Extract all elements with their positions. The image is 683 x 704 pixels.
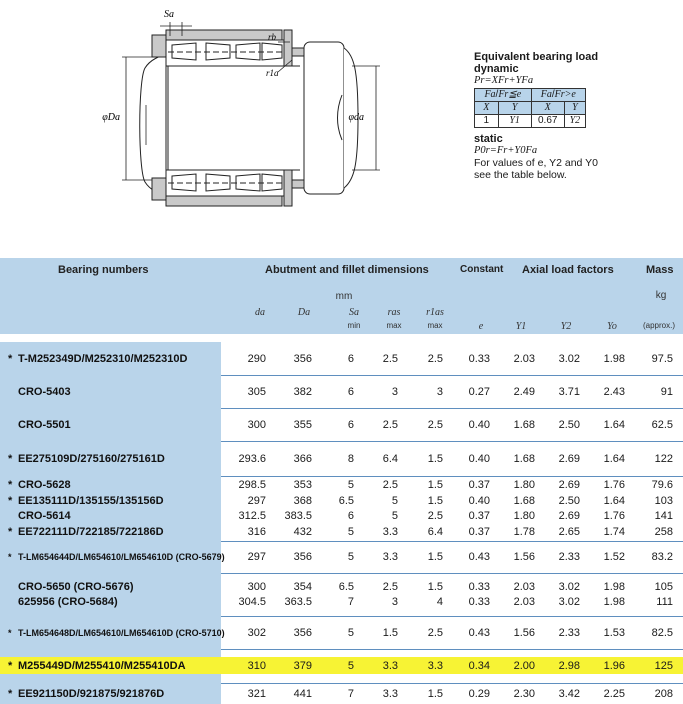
bearing-number-text: EE275109D/275160/275161D	[18, 452, 165, 465]
table-cell: 2.69	[558, 452, 580, 465]
table-cell: 2.30	[513, 687, 535, 700]
table-cell: 0.34	[468, 660, 490, 672]
dynamic-equation: Pr=XFr+YFa	[474, 75, 534, 86]
table-cell: 1.80	[513, 510, 535, 523]
table-cell: 141	[654, 510, 673, 523]
table-cell: 0.40	[468, 494, 490, 507]
table-cell: 8	[347, 452, 354, 465]
factor-value: 1	[475, 115, 499, 128]
bearing-number-text: T-M252349D/M252310/M252310D	[18, 352, 188, 365]
table-cell: 1.76	[603, 510, 625, 523]
table-cell: 354	[293, 580, 312, 593]
star-mark: *	[8, 525, 13, 538]
table-cell: 6	[347, 352, 354, 365]
bearing-number-text: CRO-5403	[18, 385, 71, 398]
bearing-number	[8, 526, 164, 538]
table-cell: 363.5	[284, 596, 312, 609]
table-row	[0, 616, 683, 649]
header-constant: Constant	[460, 264, 504, 275]
sym-ras: ras	[387, 307, 401, 318]
table-cell: 2.5	[427, 510, 443, 523]
sym-Y2: Y2	[560, 321, 572, 332]
table-cell: 2.69	[558, 510, 580, 523]
table-row	[0, 342, 683, 375]
bearing-table	[0, 258, 683, 704]
table-cell: 1.5	[427, 479, 443, 492]
table-cell: 3.02	[558, 596, 580, 609]
table-cell: 2.65	[558, 525, 580, 538]
cond-gt-e: Fa/Fr>e	[531, 89, 585, 102]
bearing-number	[8, 628, 225, 638]
table-cell: 1.52	[603, 551, 625, 563]
table-cell: 1.98	[603, 580, 625, 593]
table-cell: 2.03	[513, 596, 535, 609]
housing-right	[284, 30, 306, 206]
table-cell: 356	[293, 551, 312, 563]
table-cell: 79.6	[651, 479, 673, 492]
table-cell: 111	[656, 596, 673, 609]
table-cell: 312.5	[238, 510, 266, 523]
table-cell: 2.25	[603, 687, 625, 700]
table-cell: 5	[391, 494, 398, 507]
table-cell: 300	[247, 418, 266, 431]
table-cell: 1.78	[513, 525, 535, 538]
table-cell: 382	[293, 385, 312, 398]
factor-head: X	[531, 102, 564, 115]
table-cell: 2.33	[558, 551, 580, 563]
table-cell: 5	[347, 660, 354, 672]
table-cell: 3.3	[382, 660, 398, 672]
bearing-number-text: CRO-5650 (CRO-5676)	[18, 580, 134, 593]
table-cell: 3.02	[558, 580, 580, 593]
table-cell: 6	[347, 418, 354, 431]
table-cell: 7	[347, 596, 354, 609]
table-cell: 1.5	[427, 687, 443, 700]
sym-da: da	[255, 307, 265, 318]
table-cell: 297	[247, 494, 266, 507]
table-cell: 6.5	[338, 494, 354, 507]
table-cell: 1.53	[603, 626, 625, 639]
table-cell: 304.5	[238, 596, 266, 609]
factor-table	[474, 88, 586, 128]
table-cell: 6.4	[427, 525, 443, 538]
table-cell: 0.40	[468, 418, 490, 431]
min-label: min	[347, 321, 361, 330]
table-cell: 1.56	[513, 626, 535, 639]
sym-r1as: r1as	[426, 307, 444, 318]
star-mark: *	[8, 660, 13, 672]
bearing-number	[8, 453, 165, 465]
table-cell: 5	[347, 626, 354, 639]
table-cell: 366	[293, 452, 312, 465]
table-cell: 2.5	[427, 352, 443, 365]
table-cell: 0.37	[468, 525, 490, 538]
table-header	[0, 258, 683, 334]
table-cell: 5	[347, 551, 354, 563]
table-cell: 300	[247, 580, 266, 593]
note-line-1: For values of e, Y2 and Y0	[474, 157, 598, 169]
table-row	[0, 541, 683, 573]
sym-Yo: Yo	[607, 321, 617, 332]
table-cell: 297	[247, 551, 266, 563]
sym-Sa: Sa	[349, 307, 359, 318]
table-cell: 0.37	[468, 479, 490, 492]
shaft-drawing	[140, 55, 168, 195]
table-cell: 3.3	[382, 687, 398, 700]
rb-label: rb	[268, 32, 277, 42]
Da-label: φDa	[102, 112, 120, 123]
table-cell: 2.03	[513, 580, 535, 593]
bearing-number	[8, 688, 164, 700]
bearing-name-cell	[0, 573, 221, 616]
table-cell: 5	[391, 510, 398, 523]
table-cell: 298.5	[238, 479, 266, 492]
table-cell: 62.5	[651, 418, 673, 431]
static-equation: P0r=Fr+Y0Fa	[474, 145, 538, 156]
bearing-number-text: CRO-5501	[18, 418, 71, 431]
table-cell: 1.74	[603, 525, 625, 538]
table-cell: 2.5	[427, 418, 443, 431]
bearing-number-text: EE135111D/135155/135156D	[18, 494, 164, 507]
r1a-label: r1a	[266, 68, 279, 78]
bearing-number	[8, 495, 164, 507]
star-mark: *	[8, 552, 12, 562]
star-mark: *	[8, 452, 13, 465]
header-axial: Axial load factors	[522, 264, 614, 276]
table-row	[0, 476, 683, 541]
table-cell: 1.64	[603, 494, 625, 507]
table-cell: 310	[247, 660, 266, 672]
table-cell: 7	[347, 687, 354, 700]
star-mark: *	[8, 627, 12, 638]
table-cell: 6.5	[338, 580, 354, 593]
table-cell: 2.03	[513, 352, 535, 365]
factor-value: Y1	[498, 115, 531, 128]
table-cell: 103	[654, 494, 673, 507]
da-label: φda	[348, 112, 364, 123]
bearing-number-text: M255449D/M255410/M255410DA	[18, 660, 186, 672]
table-cell: 1.5	[427, 452, 443, 465]
table-cell: 6.4	[382, 452, 398, 465]
table-cell: 97.5	[651, 352, 673, 365]
table-cell: 2.50	[558, 418, 580, 431]
static-label: static	[474, 133, 503, 145]
table-cell: 293.6	[238, 452, 266, 465]
table-cell: 368	[293, 494, 312, 507]
table-cell: 6	[347, 510, 354, 523]
table-row	[0, 683, 683, 704]
star-mark: *	[8, 494, 13, 507]
max-label: max	[427, 321, 443, 330]
sym-e: e	[478, 321, 484, 332]
equivalent-load-box	[474, 51, 674, 181]
approx-label: (approx.)	[642, 321, 675, 330]
factor-head: X	[475, 102, 499, 115]
sym-Da: Da	[297, 307, 311, 318]
table-cell: 0.29	[468, 687, 490, 700]
table-cell: 125	[654, 660, 673, 672]
table-row	[0, 573, 683, 616]
table-cell: 1.76	[603, 479, 625, 492]
bearing-number-text: CRO-5614	[18, 510, 71, 523]
table-cell: 5	[347, 479, 354, 492]
star-mark: *	[8, 687, 13, 700]
table-cell: 0.33	[468, 596, 490, 609]
table-cell: 5	[347, 525, 354, 538]
table-cell: 0.33	[468, 352, 490, 365]
table-cell: 208	[654, 687, 673, 700]
formula-title: Equivalent bearing load	[474, 51, 599, 63]
table-cell: 2.98	[558, 660, 580, 672]
table-cell: 2.43	[603, 385, 625, 398]
table-cell: 441	[293, 687, 312, 700]
bearing-number-text: EE921150D/921875/921876D	[18, 687, 165, 700]
bearing-number-text: 625956 (CRO-5684)	[18, 596, 118, 609]
table-cell: 2.5	[382, 479, 398, 492]
table-cell: 4	[436, 596, 443, 609]
table-cell: 1.68	[513, 418, 535, 431]
table-cell: 2.00	[513, 660, 535, 672]
table-cell: 83.2	[651, 551, 673, 563]
table-cell: 0.33	[468, 580, 490, 593]
table-cell: 1.96	[603, 660, 625, 672]
table-cell: 3.71	[558, 385, 580, 398]
bearing-assembly	[166, 30, 300, 206]
table-cell: 2.50	[558, 494, 580, 507]
bearing-number	[8, 353, 187, 365]
table-cell: 0.27	[468, 385, 490, 398]
factor-value: 0.67	[531, 115, 564, 128]
bearing-number	[8, 479, 71, 491]
star-mark: *	[8, 479, 13, 492]
table-cell: 2.5	[427, 626, 443, 639]
table-cell: 321	[247, 687, 266, 700]
table-cell: 383.5	[284, 510, 312, 523]
star-mark: *	[8, 352, 13, 365]
table-cell: 1.68	[513, 494, 535, 507]
table-cell: 302	[247, 626, 266, 639]
table-cell: 1.5	[427, 580, 443, 593]
table-cell: 305	[247, 385, 266, 398]
table-cell: 122	[654, 452, 673, 465]
bearing-number-text: T-LM654648D/LM654610/LM654610D (CRO-5710)	[18, 627, 225, 638]
table-row	[0, 408, 683, 441]
note-line-2: see the table below.	[474, 169, 567, 181]
table-cell: 1.56	[513, 551, 535, 563]
table-cell: 2.49	[513, 385, 535, 398]
table-cell: 2.5	[382, 418, 398, 431]
bearing-number	[8, 596, 118, 608]
factor-value: Y2	[564, 115, 585, 128]
dynamic-label: dynamic	[474, 63, 519, 75]
table-cell: 3.42	[558, 687, 580, 700]
unit-kg: kg	[655, 290, 667, 301]
bearing-number	[8, 386, 71, 398]
table-cell: 3.3	[382, 525, 398, 538]
table-cell: 2.69	[558, 479, 580, 492]
table-cell: 1.5	[427, 551, 443, 563]
table-cell: 1.5	[382, 626, 398, 639]
header-bearing-numbers: Bearing numbers	[58, 264, 149, 276]
bearing-number	[8, 510, 71, 522]
table-cell: 258	[654, 525, 673, 538]
table-cell: 2.5	[382, 352, 398, 365]
table-cell: 105	[654, 580, 673, 593]
table-cell: 1.5	[427, 494, 443, 507]
table-cell: 356	[293, 626, 312, 639]
sa-label: Sa	[164, 9, 174, 20]
table-cell: 356	[293, 352, 312, 365]
table-cell: 3.3	[382, 551, 398, 563]
table-cell: 82.5	[651, 626, 673, 639]
table-cell: 6	[347, 385, 354, 398]
bearing-number	[8, 552, 225, 562]
bearing-number	[8, 660, 186, 672]
table-cell: 0.40	[468, 452, 490, 465]
table-cell: 91	[660, 385, 673, 398]
bearing-number-text: EE722111D/722185/722186D	[18, 525, 164, 538]
table-cell: 2.33	[558, 626, 580, 639]
bearing-number	[8, 581, 134, 593]
table-cell: 316	[247, 525, 266, 538]
table-row	[0, 441, 683, 476]
table-cell: 1.98	[603, 352, 625, 365]
table-cell: 1.68	[513, 452, 535, 465]
table-cell: 3.02	[558, 352, 580, 365]
table-cell: 3	[391, 385, 398, 398]
factor-head: Y	[498, 102, 531, 115]
unit-mm: mm	[335, 291, 353, 302]
table-cell: 3	[436, 385, 443, 398]
table-row	[0, 375, 683, 408]
table-cell: 0.43	[468, 626, 490, 639]
table-row	[0, 649, 683, 683]
table-cell: 1.98	[603, 596, 625, 609]
table-cell: 3	[391, 596, 398, 609]
table-cell: 3.3	[427, 660, 443, 672]
bearing-number-text: T-LM654644D/LM654610/LM654610D (CRO-5679)	[18, 552, 225, 562]
bearing-number-text: CRO-5628	[18, 479, 71, 492]
table-cell: 432	[293, 525, 312, 538]
table-cell: 2.5	[382, 580, 398, 593]
bearing-number	[8, 419, 71, 431]
table-cell: 0.43	[468, 551, 490, 563]
factor-head: Y	[564, 102, 585, 115]
max-label: max	[386, 321, 402, 330]
table-cell: 353	[293, 479, 312, 492]
sym-Y1: Y1	[515, 321, 527, 332]
table-cell: 355	[293, 418, 312, 431]
header-mass: Mass	[646, 264, 674, 276]
table-cell: 1.64	[603, 452, 625, 465]
table-cell: 1.64	[603, 418, 625, 431]
table-cell: 379	[293, 660, 312, 672]
table-cell: 0.37	[468, 510, 490, 523]
cond-le-e: Fa/Fr≦e	[475, 89, 532, 102]
table-cell: 290	[247, 352, 266, 365]
header-abutment: Abutment and fillet dimensions	[265, 264, 429, 276]
table-cell: 1.80	[513, 479, 535, 492]
